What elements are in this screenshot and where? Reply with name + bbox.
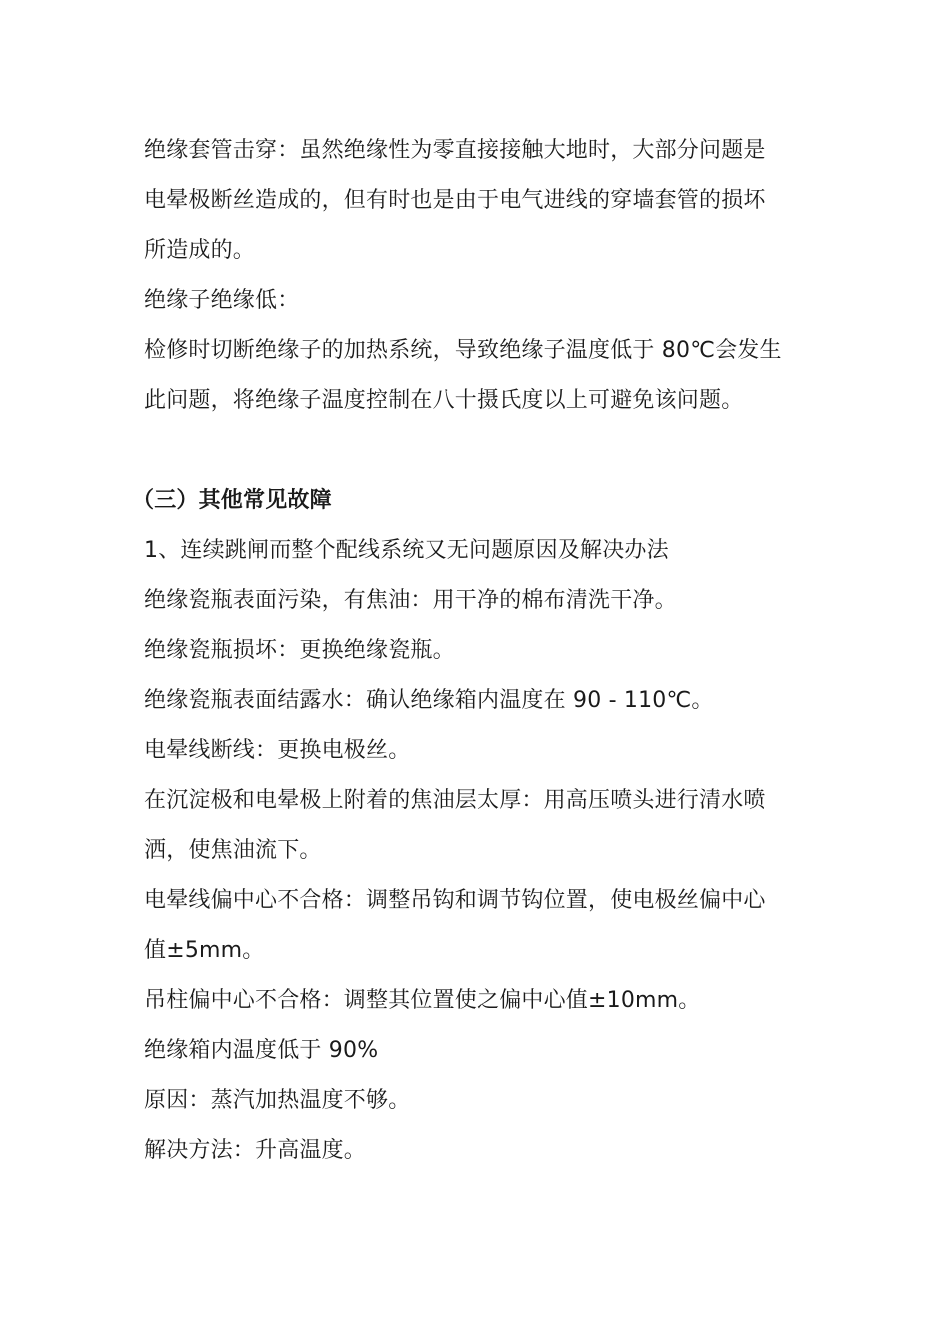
section-heading: （三）其他常见故障 [132,488,332,513]
paragraph-line: 绝缘瓷瓶表面污染，有焦油：用干净的棉布清洗干净。 [144,588,677,613]
paragraph-line: 绝缘套管击穿：虽然绝缘性为零直接接触大地时，大部分问题是 [144,138,766,163]
document-page [132,126,814,1176]
paragraph-line: 绝缘瓷瓶损坏：更换绝缘瓷瓶。 [144,638,455,663]
paragraph-line: 在沉淀极和电晕极上附着的焦油层太厚：用高压喷头进行清水喷 [144,788,766,813]
paragraph-line: 电晕极断丝造成的，但有时也是由于电气进线的穿墙套管的损坏 [144,188,766,213]
paragraph-line: 原因：蒸汽加热温度不够。 [144,1088,411,1113]
blank-line [144,426,814,476]
paragraph-line: 检修时切断绝缘子的加热系统，导致绝缘子温度低于 80℃会发生 [144,338,782,363]
paragraph-line: 电晕线断线：更换电极丝。 [144,738,411,763]
paragraph-line: 此问题，将绝缘子温度控制在八十摄氏度以上可避免该问题。 [144,388,744,413]
paragraph-line: 值±5mm。 [144,938,265,963]
paragraph-line: 洒，使焦油流下。 [144,838,322,863]
paragraph-line: 电晕线偏中心不合格：调整吊钩和调节钩位置，使电极丝偏中心 [144,888,766,913]
subsection-title: 1、连续跳闸而整个配线系统又无问题原因及解决办法 [144,538,669,563]
paragraph-line: 绝缘子绝缘低： [144,288,300,313]
paragraph-line: 绝缘瓷瓶表面结露水：确认绝缘箱内温度在 90 - 110℃。 [144,688,714,713]
paragraph-line: 所造成的。 [144,238,256,263]
paragraph-line: 吊柱偏中心不合格：调整其位置使之偏中心值±10mm。 [144,988,701,1013]
paragraph-line: 绝缘箱内温度低于 90% [144,1038,379,1063]
paragraph-line: 解决方法：升高温度。 [144,1138,367,1163]
